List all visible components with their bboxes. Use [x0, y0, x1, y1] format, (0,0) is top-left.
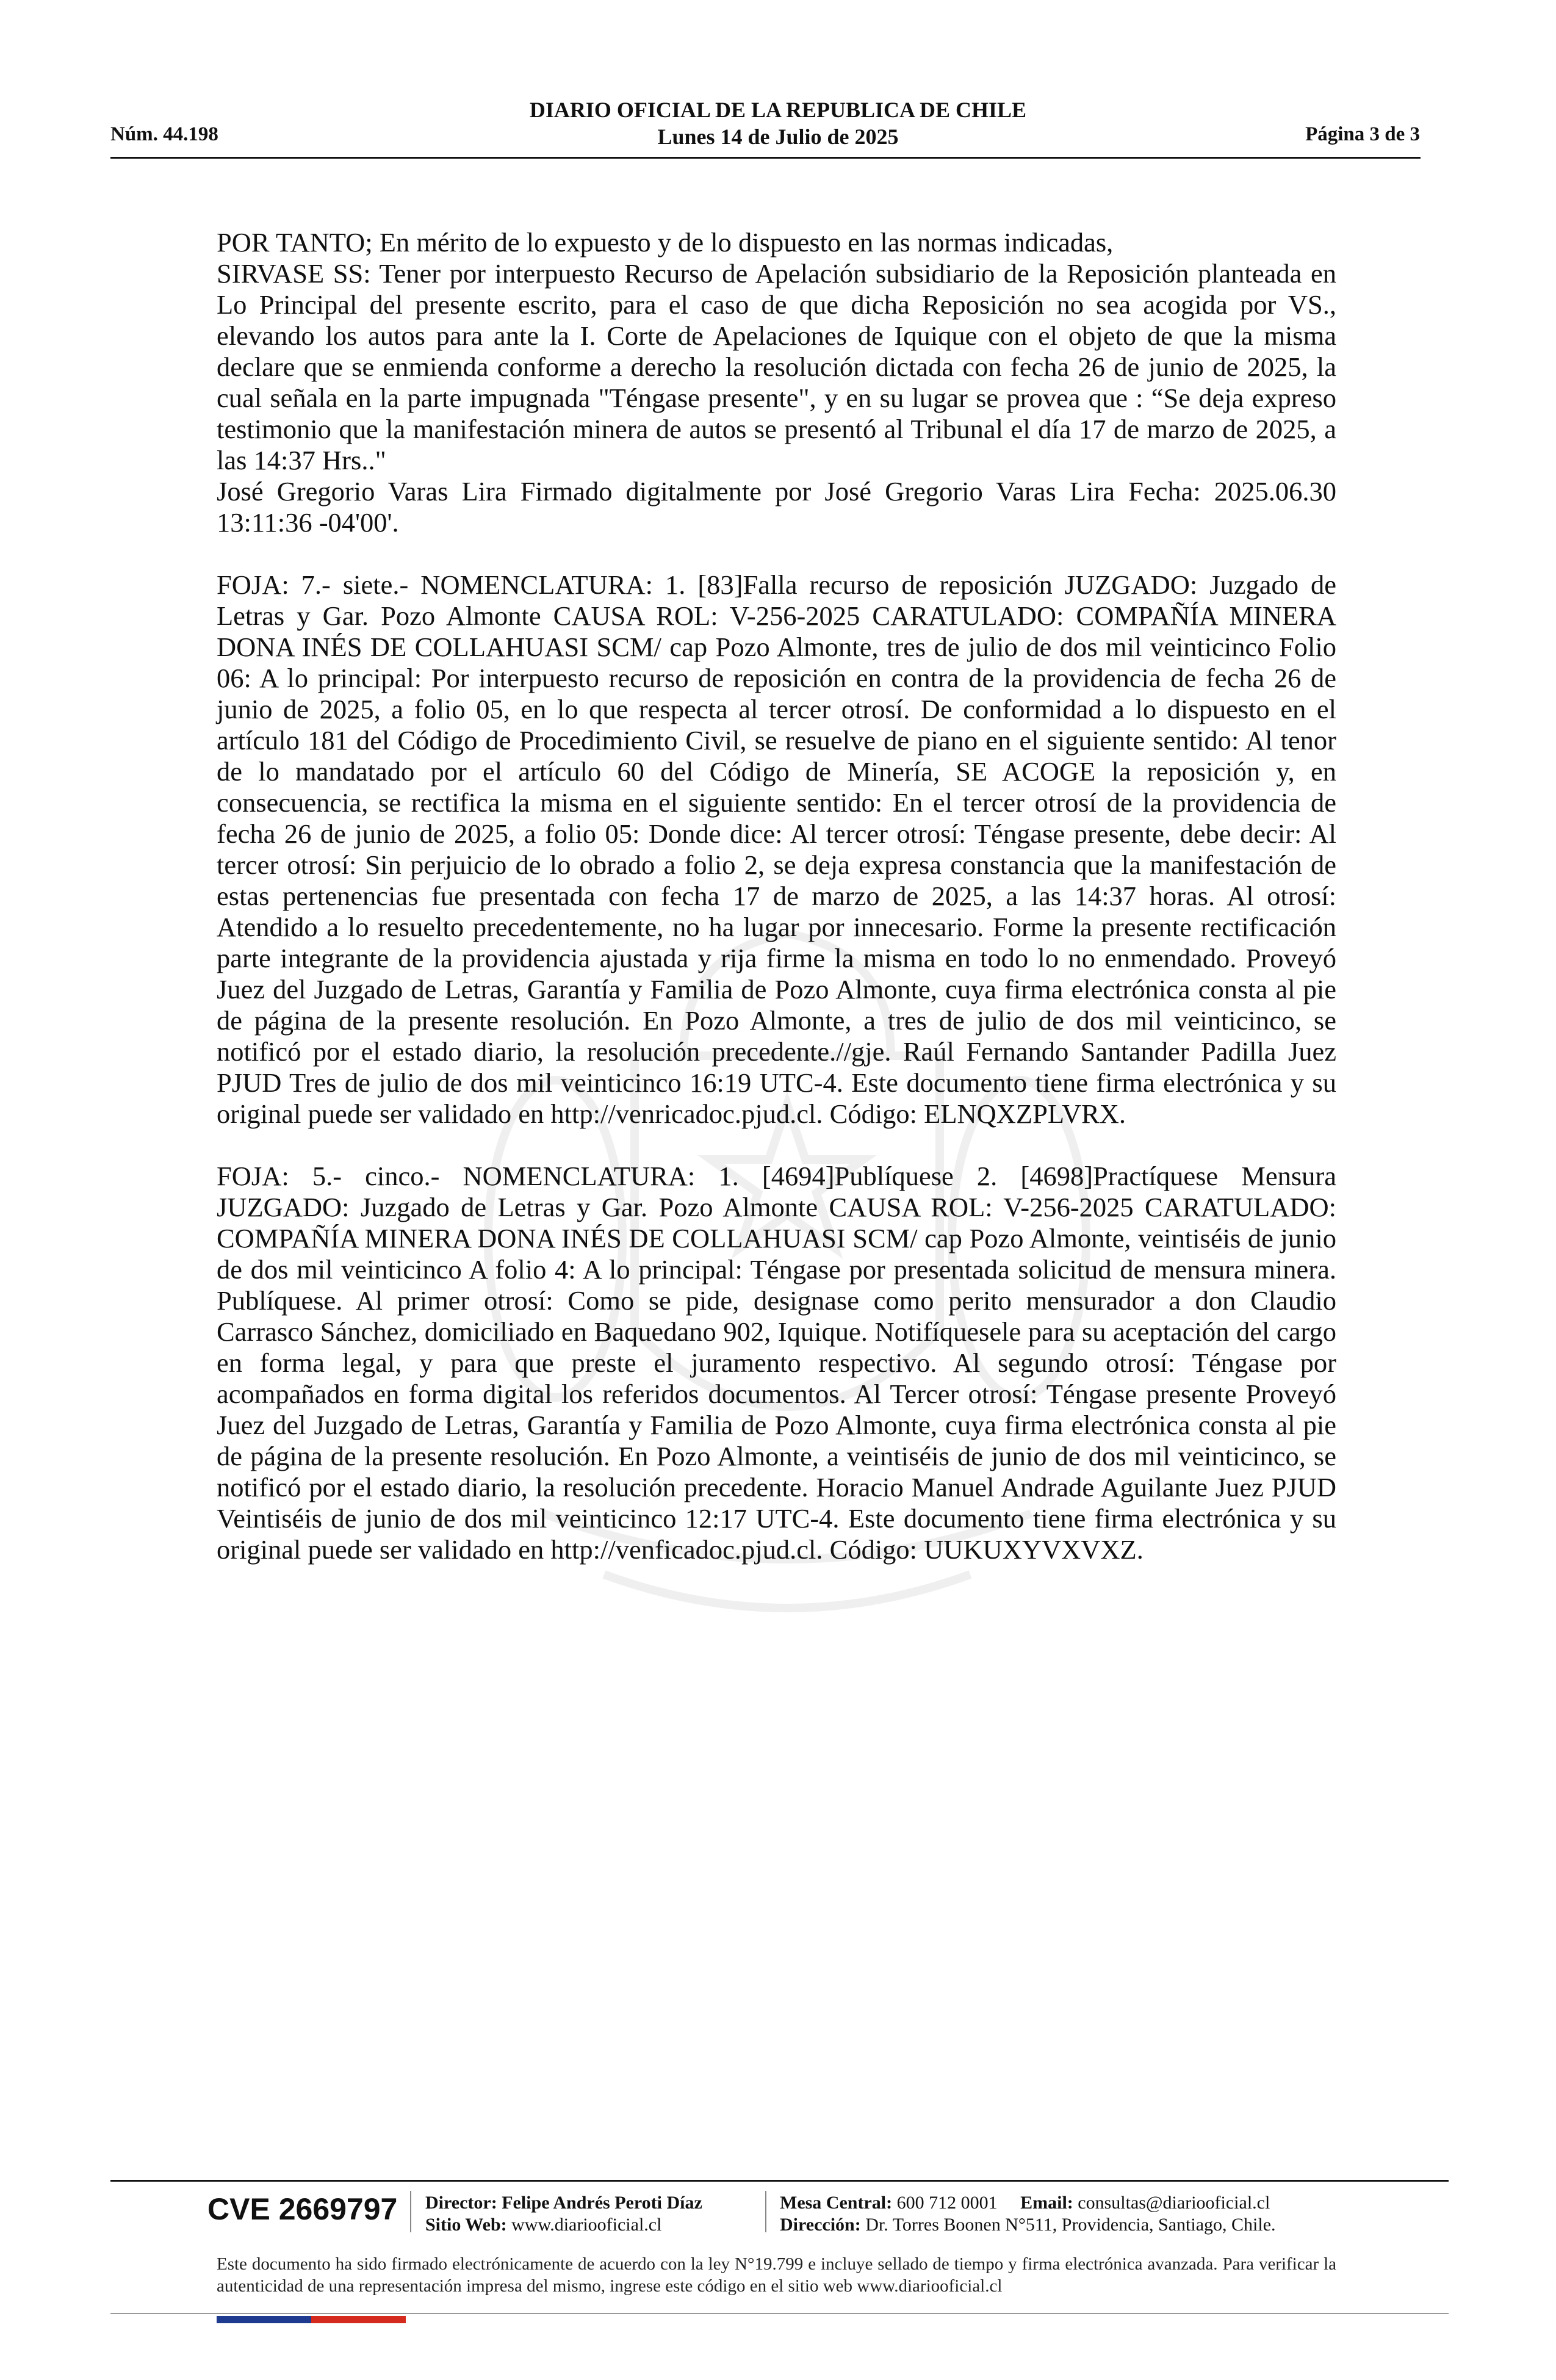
footer-director-block [425, 2192, 702, 2236]
paragraph-line: FOJA: 7.- siete.- NOMENCLATURA: 1. [83]Falla recurso de reposición JUZGADO: Juzgado de Letras y Gar. Pozo Almonte CAUSA ROL: V-256-2025 CARATULADO: COMPAÑÍA MINERA DONA INÉS DE COLLAHUASI SCM/ cap Pozo Almonte, tres de julio de dos mil veinticinco Folio 06: A lo principal: Por interpuesto recurso de reposición en contra de la providencia de fecha 26 de junio de 2025, a folio 05, en lo que respecta al tercer otrosí. De conformidad a lo dispuesto en el artículo 181 del Código de Procedimiento Civil, se resuelve de piano en el siguiente sentido: Al tenor de lo mandatado por el artículo 60 del Código de Minería, SE ACOGE la reposición y, en consecuencia, se rectifica la misma en el siguiente sentido: En el tercer otrosí de la providencia de fecha 26 de junio de 2025, a folio 05: Donde dice: Al tercer otrosí: Téngase presente, debe decir: Al tercer otrosí: Sin perjuicio de lo obrado a folio 2, se deja expresa constancia que la manifestación de estas pertenencias fue presentada con fecha 17 de marzo de 2025, a las 14:37 horas. Al otrosí: Atendido a lo resuelto precedentemente, no ha lugar por innecesario. Forme la presente rectificación parte integrante de la providencia ajustada y rija firme la misma en todo lo no enmendado. Proveyó Juez del Juzgado de Letras, Garantía y Familia de Pozo Almonte, cuya firma electrónica consta al pie de página de la presente resolución. En Pozo Almonte, a tres de julio de dos mil veinticinco, se notificó por el estado diario, la resolución precedente.//gje. Raúl Fernando Santander Padilla Juez PJUD Tres de julio de dos mil veinticinco 16:19 UTC-4. Este documento tiene firma electrónica y su original puede ser validado en http://venricadoc.pjud.cl. Código: ELNQXZPLVRX. [217, 569, 1336, 1129]
flag-stripe-red [311, 2316, 406, 2323]
newspaper-title: DIARIO OFICIAL DE LA REPUBLICA DE CHILE [529, 98, 1027, 122]
address-value: Dr. Torres Boonen N°511, Providencia, Santiago, Chile. [865, 2215, 1276, 2235]
paragraph-appeal [217, 227, 1336, 538]
flag-stripe-blue [217, 2316, 311, 2323]
paragraph-line: José Gregorio Varas Lira Firmado digitalmente por José Gregorio Varas Lira Fecha: 2025.06.30 13:11:36 -04'00'. [217, 476, 1336, 538]
website-link[interactable]: www.diariooficial.cl [511, 2215, 662, 2235]
mesa-phone: 600 712 0001 [896, 2193, 998, 2213]
mesa-label: Mesa Central: [780, 2193, 893, 2213]
website-label: Sitio Web: [425, 2215, 507, 2235]
footer-divider [410, 2191, 411, 2232]
paragraph-line: FOJA: 5.- cinco.- NOMENCLATURA: 1. [4694]Publíquese 2. [4698]Practíquese Mensura JUZGADO: Juzgado de Letras y Gar. Pozo Almonte CAUSA ROL: V-256-2025 CARATULADO: COMPAÑÍA MINERA DONA INÉS DE COLLAHUASI SCM/ cap Pozo Almonte, veintiséis de junio de dos mil veinticinco A folio 4: A lo principal: Téngase por presentada solicitud de mensura minera. Publíquese. Al primer otrosí: Como se pide, designase como perito mensurador a don Claudio Carrasco Sánchez, domiciliado en Baquedano 902, Iquique. Notifíquesele para su aceptación del cargo en forma legal, y para que preste el juramento respectivo. Al segundo otrosí: Téngase por acompañados en forma digital los referidos documentos. Al Tercer otrosí: Téngase presente Proveyó Juez del Juzgado de Letras, Garantía y Familia de Pozo Almonte, cuya firma electrónica consta al pie de página de la presente resolución. En Pozo Almonte, a veintiséis de junio de dos mil veinticinco, se notificó por el estado diario, la resolución precedente. Horacio Manuel Andrade Aguilante Juez PJUD Veintiséis de junio de dos mil veinticinco 12:17 UTC-4. Este documento tiene firma electrónica y su original puede ser validado en http://venficadoc.pjud.cl. Código: UUKUXYVXVXZ. [217, 1161, 1336, 1565]
issue-date: Lunes 14 de Julio de 2025 [657, 124, 899, 149]
footer-contact-block [780, 2192, 1276, 2236]
cve-code: CVE 2669797 [207, 2192, 398, 2226]
email-link[interactable]: consultas@diariooficial.cl [1078, 2193, 1270, 2213]
director-label: Director: [425, 2193, 497, 2213]
issue-number: Núm. 44.198 [110, 123, 218, 145]
footer-rule-bottom [110, 2313, 1449, 2314]
paragraph-foja-5 [217, 1161, 1336, 1565]
footer-rule-top [110, 2180, 1449, 2182]
header-rule [110, 157, 1421, 159]
paragraph-line: SIRVASE SS: Tener por interpuesto Recurso de Apelación subsidiario de la Reposición planteada en Lo Principal del presente escrito, para el caso de que dicha Reposición no sea acogida por VS., elevando los autos para ante la I. Corte de Apelaciones de Iquique con el objeto de que la misma declare que se enmienda conforme a derecho la resolución dictada con fecha 26 de junio de 2025, la cual señala en la parte impugnada "Téngase presente", y en su lugar se provea que : “Se deja expreso testimonio que la manifestación minera de autos se presentó al Tribunal el día 17 de marzo de 2025, a las 14:37 Hrs.." [217, 258, 1336, 475]
page-number: Página 3 de 3 [1305, 123, 1420, 145]
paragraph-foja-7 [217, 569, 1336, 1130]
director-name: Felipe Andrés Peroti Díaz [502, 2193, 702, 2213]
footer-divider [765, 2191, 766, 2232]
document-body [217, 227, 1336, 1596]
legal-notice: Este documento ha sido firmado electrónicamente de acuerdo con la ley N°19.799 e incluye sellado de tiempo y firma electrónica avanzada. Para verificar la autenticidad de una representación impresa del mismo, ingrese este código en el sitio web www.diariooficial.cl [217, 2254, 1336, 2296]
email-label: Email: [1020, 2193, 1073, 2213]
address-label: Dirección: [780, 2215, 861, 2235]
paragraph-line: POR TANTO; En mérito de lo expuesto y de lo dispuesto en las normas indicadas, [217, 227, 1114, 258]
